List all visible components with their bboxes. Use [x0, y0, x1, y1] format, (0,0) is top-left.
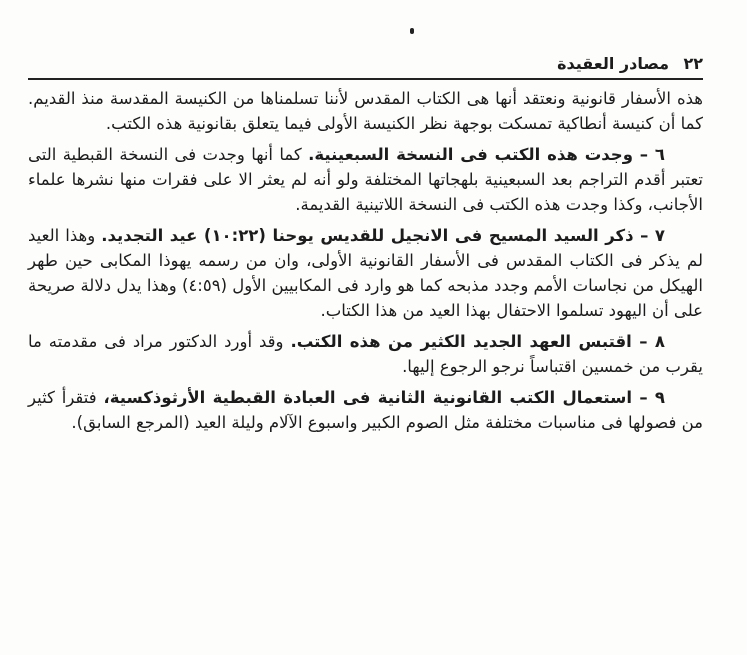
running-title: مصادر العقيدة	[557, 54, 669, 73]
header-rule	[28, 78, 703, 80]
paragraph	[28, 223, 703, 323]
paragraph-text: فتقرأ كثير من فصولها فى مناسبات مختلفة مثل الصوم الكبير واسبوع الآلام وليلة العيد (المرجع السابق).	[28, 388, 703, 432]
paragraph-heading: ٦ – وجدت هذه الكتب فى النسخة السبعينية.	[308, 145, 665, 164]
paragraph	[28, 86, 703, 136]
paragraph-heading: ٩ – استعمال الكتب القانونية الثانية فى العبادة القبطية الأرثوذكسية،	[103, 388, 665, 407]
paragraph-text: هذه الأسفار قانونية ونعتقد أنها هى الكتاب المقدس لأننا تسلمناها من الكنيسة المقدسة منذ القديم. كما أن كنيسة أنطاكية تمسكت بوجهة نظر الكنيسة الأولى فيما يتعلق بقانونية هذه الكتب.	[28, 89, 703, 133]
page-header	[28, 52, 703, 80]
paragraph	[28, 385, 703, 435]
paragraph-text: وقد أورد الدكتور مراد فى مقدمته ما يقرب من خمسين اقتباساً نرجو الرجوع إليها.	[28, 332, 703, 376]
paragraph-text: كما أنها وجدت فى النسخة القبطية التى تعتبر أقدم التراجم بعد السبعينية بلهجاتها المختلفة ولو أنه لم يعثر الا على فقرات منها نشرها علماء الأجانب، وكذا وجدت هذه الكتب فى النسخة اللاتينية القديمة.	[28, 145, 703, 214]
ink-dot	[410, 28, 414, 34]
paragraph	[28, 142, 703, 217]
paragraph-text: وهذا العيد لم يذكر فى الكتاب المقدس فى الأسفار القانونية الأولى، وان من رسمه يهوذا المكابى حين طهر الهيكل من نجاسات الأمم وجدد مذبحه كما هو وارد فى المكابيين الأول (٤:٥٩) وهذا يدل دلالة صريحة على أن اليهود تسلموا الاحتفال بهذا العيد من هذا الكتاب.	[28, 226, 703, 320]
body-text	[28, 86, 703, 441]
paragraph-heading: ٧ – ذكر السيد المسيح فى الانجيل للقديس يوحنا (١٠:٢٢) عيد التجديد.	[101, 226, 665, 245]
paragraph	[28, 329, 703, 379]
paragraph-heading: ٨ – اقتبس العهد الجديد الكثير من هذه الكتب.	[290, 332, 665, 351]
page-number: ٢٢	[683, 54, 703, 73]
